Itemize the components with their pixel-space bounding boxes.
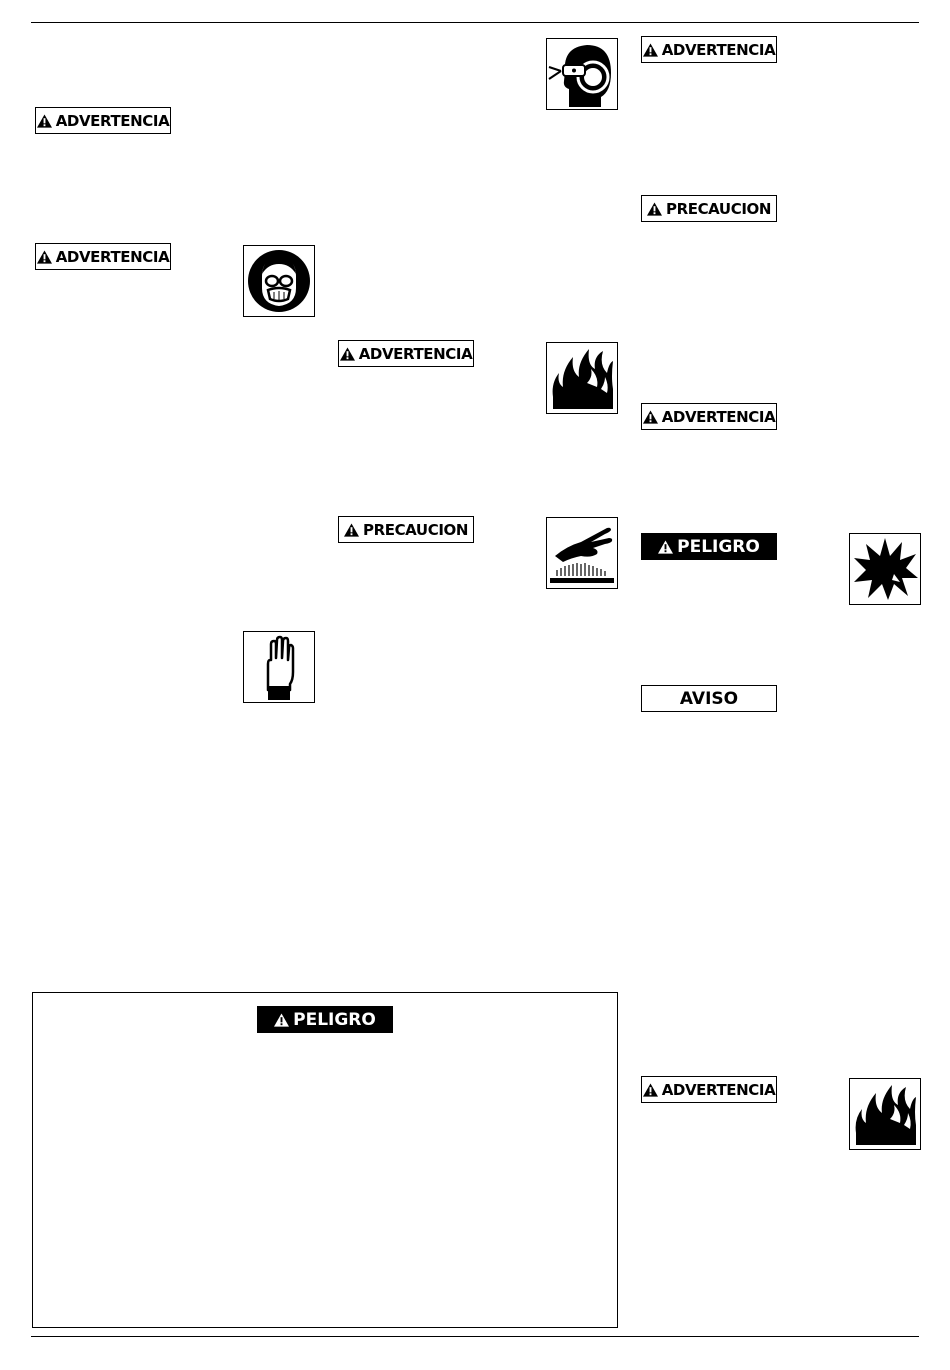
label-text: PELIGRO bbox=[677, 536, 760, 557]
label-text: AVISO bbox=[679, 688, 739, 709]
label-text: ADVERTENCIA bbox=[661, 40, 776, 59]
warning-triangle-icon bbox=[643, 410, 658, 424]
fire-hazard-icon bbox=[849, 1078, 921, 1150]
label-text: ADVERTENCIA bbox=[661, 1080, 776, 1099]
advertencia-label bbox=[35, 107, 171, 134]
label-text: ADVERTENCIA bbox=[55, 247, 170, 266]
warning-triangle-icon bbox=[344, 523, 359, 537]
bottom-rule bbox=[31, 1336, 919, 1337]
peligro-label bbox=[257, 1006, 393, 1033]
protective-gloves-icon bbox=[243, 631, 315, 703]
label-text: PELIGRO bbox=[293, 1009, 376, 1030]
respirator-mask-icon bbox=[243, 245, 315, 317]
advertencia-label bbox=[641, 36, 777, 63]
warning-triangle-icon bbox=[658, 540, 673, 554]
precaucion-label bbox=[338, 516, 474, 543]
explosion-hazard-icon bbox=[849, 533, 921, 605]
precaucion-label bbox=[641, 195, 777, 222]
warning-triangle-icon bbox=[340, 347, 355, 361]
danger-notice-box bbox=[32, 992, 618, 1328]
warning-triangle-icon bbox=[274, 1013, 289, 1027]
label-text: PRECAUCION bbox=[665, 199, 772, 218]
label-text: ADVERTENCIA bbox=[661, 407, 776, 426]
label-text: ADVERTENCIA bbox=[358, 344, 473, 363]
label-text: PRECAUCION bbox=[362, 520, 469, 539]
hot-surface-icon bbox=[546, 517, 618, 589]
advertencia-label bbox=[641, 403, 777, 430]
advertencia-label bbox=[641, 1076, 777, 1103]
advertencia-label bbox=[35, 243, 171, 270]
advertencia-label bbox=[338, 340, 474, 367]
warning-triangle-icon bbox=[37, 250, 52, 264]
warning-triangle-icon bbox=[643, 43, 658, 57]
warning-triangle-icon bbox=[647, 202, 662, 216]
warning-triangle-icon bbox=[37, 114, 52, 128]
top-rule bbox=[31, 22, 919, 23]
warning-triangle-icon bbox=[643, 1083, 658, 1097]
hearing-and-eye-protection-icon bbox=[546, 38, 618, 110]
label-text: ADVERTENCIA bbox=[55, 111, 170, 130]
fire-hazard-icon bbox=[546, 342, 618, 414]
aviso-label bbox=[641, 685, 777, 712]
peligro-label bbox=[641, 533, 777, 560]
